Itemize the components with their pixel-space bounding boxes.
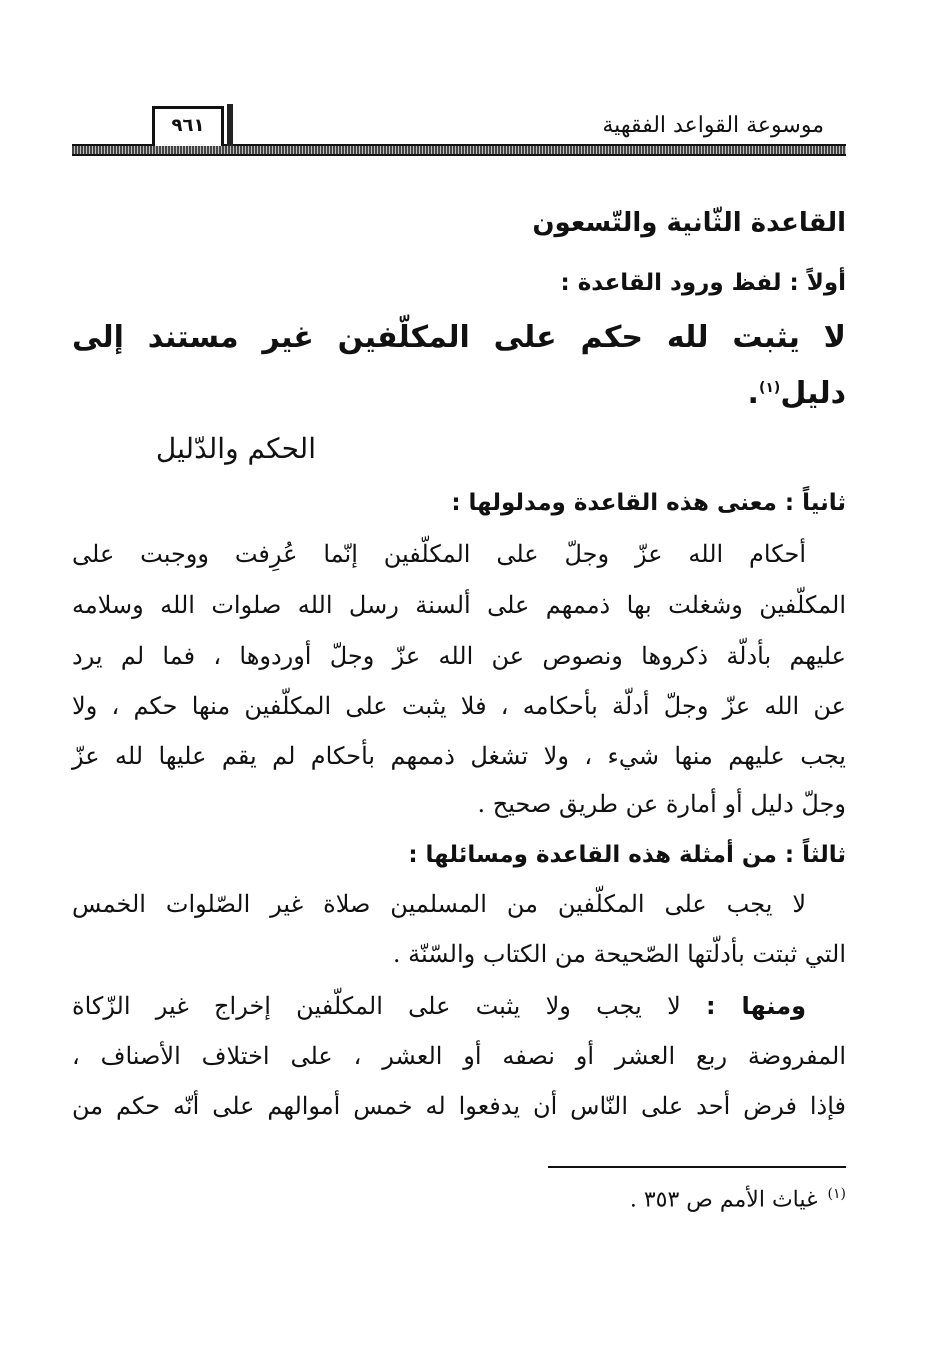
example-line-1: لا يجب على المكلّفين من المسلمين صلاة غير الصّلوات الخمس	[72, 890, 807, 918]
meaning-line-1: أحكام الله عزّ وجلّ على المكلّفين إنّما عُرِفت ووجبت على	[72, 540, 806, 568]
rule-short-title: الحكم والدّليل	[155, 432, 316, 465]
meaning-line-5: يجب عليهم منها شيء ، ولا تشغل ذممهم بأحكام لم يقم عليها لله عزّ	[72, 742, 846, 770]
section-heading-1: أولاً : لفظ ورود القاعدة :	[560, 270, 846, 296]
page-number-shadow	[227, 104, 233, 146]
example-line-2: التي ثبتت بأدلّتها الصّحيحة من الكتاب والسّنّة .	[392, 940, 846, 968]
rule-title: القاعدة الثّانية والتّسعون	[532, 208, 846, 238]
footnote	[630, 1186, 846, 1212]
rule-statement-period: .	[747, 376, 759, 411]
rule-statement-line-1: لا يثبت لله حكم على المكلّفين غير مستند إلى	[72, 320, 846, 355]
footnote-marker: (١)	[827, 1186, 846, 1202]
section-heading-3: ثالثاً : من أمثلة هذه القاعدة ومسائلها :	[408, 842, 846, 868]
section-heading-2: ثانياً : معنى هذه القاعدة ومدلولها :	[451, 490, 846, 516]
running-title: موسوعة القواعد الفقهية	[602, 113, 824, 138]
meaning-line-6: وجلّ دليل أو أمارة عن طريق صحيح .	[477, 790, 846, 818]
rule-statement-line-2	[748, 376, 846, 411]
example2-label: ومنها :	[706, 992, 806, 1020]
example2-line-3: فإذا فرض أحد على النّاس أن يدفعوا له خمس أموالهم على أنّه حكم من	[72, 1092, 846, 1120]
meaning-line-2: المكلّفين وشغلت بها ذممهم على ألسنة رسل الله صلوات الله وسلامه	[72, 591, 846, 619]
page-header	[72, 100, 846, 160]
meaning-line-3: عليهم بأدلّة ذكروها ونصوص عن الله عزّ وجلّ أوردوها ، فما لم يرد	[72, 642, 846, 670]
footnote-separator	[548, 1166, 846, 1168]
example2-text: لا يجب ولا يثبت على المكلّفين إخراج غير الزّكاة	[72, 992, 681, 1020]
footnote-ref: (١)	[758, 380, 781, 396]
meaning-line-4: عن الله عزّ وجلّ أدلّة بأحكامه ، فلا يثبت على المكلّفين منها حكم ، ولا	[72, 692, 846, 720]
example2-line-1	[72, 992, 846, 1020]
rule-statement-end-word: دليل	[780, 376, 846, 411]
footnote-text: غياث الأمم ص ٣٥٣ .	[629, 1187, 818, 1213]
page-number: ٩٦١	[152, 106, 224, 146]
example2-line-2: المفروضة ربع العشر أو نصفه أو العشر ، على اختلاف الأصناف ،	[72, 1042, 846, 1070]
